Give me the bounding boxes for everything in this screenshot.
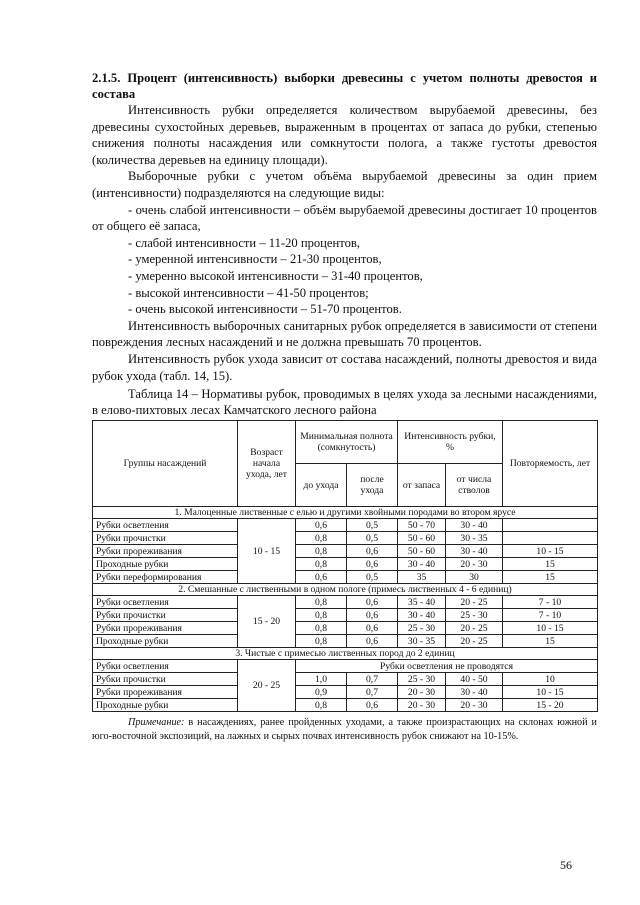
cell-stock: 50 - 60 [398, 532, 446, 545]
cell-stock: 30 - 40 [398, 558, 446, 571]
cell-after: 0,6 [347, 609, 398, 622]
cell-after: 0,5 [347, 532, 398, 545]
cell-stems: 20 - 25 [446, 596, 503, 609]
paragraph-sanitary-cuts: Интенсивность выборочных санитарных рубок определяется в зависимости от степени повреждения лесных насаждений и не должна превышать 70 процентов. [92, 318, 597, 350]
cell-before: 0,8 [296, 532, 347, 545]
row-name: Рубки прочистки [93, 673, 238, 686]
cell-before: 0,6 [296, 571, 347, 584]
cell-stems: 30 - 35 [446, 532, 503, 545]
cell-stock: 20 - 30 [398, 699, 446, 712]
cell-stock: 35 [398, 571, 446, 584]
row-name: Проходные рубки [93, 635, 238, 648]
cell-after: 0,6 [347, 635, 398, 648]
header-before: до ухода [296, 464, 347, 507]
row-name: Рубки осветления [93, 596, 238, 609]
cell-after: 0,7 [347, 673, 398, 686]
list-item: - очень слабой интенсивности – объём вырубаемой древесины достигает 10 процентов от общего её запаса, [92, 202, 597, 234]
list-item: - умеренной интенсивности – 21-30 процентов, [128, 252, 382, 267]
cell-before: 0,8 [296, 558, 347, 571]
cell-stems: 40 - 50 [446, 673, 503, 686]
row-name: Рубки осветления [93, 660, 238, 673]
cell-after: 0,6 [347, 545, 398, 558]
cell-repeat: 7 - 10 [503, 609, 598, 622]
group-title: 1. Малоценные лиственные с елью и другими хвойными породами во втором ярусе [93, 507, 598, 519]
cell-repeat: 10 - 15 [503, 622, 598, 635]
cell-stock: 30 - 40 [398, 609, 446, 622]
cell-stems: 20 - 30 [446, 558, 503, 571]
group-title: 2. Смешанные с лиственными в одном пологе (примесь лиственных 4 - 6 единиц) [93, 584, 598, 596]
note-label: Примечание: [128, 717, 185, 729]
cell-stems: 30 [446, 571, 503, 584]
header-intensity: Интенсивность рубки, % [398, 421, 503, 464]
paragraph-care-cuts: Интенсивность рубок ухода зависит от состава насаждений, полноты древостоя и вида рубок ухода (табл. 14, 15). [92, 351, 597, 383]
paragraph-selective-types: Выборочные рубки с учетом объёма вырубаемой древесины за один прием (интенсивности) подразделяются на следующие виды: [92, 169, 597, 200]
page-number: 56 [560, 858, 572, 872]
cell-stems: 25 - 30 [446, 609, 503, 622]
cell-stems: 30 - 40 [446, 519, 503, 532]
row-name: Рубки переформирования [93, 571, 238, 584]
row-name: Рубки прочистки [93, 609, 238, 622]
cell-before: 0,8 [296, 545, 347, 558]
note-text: в насаждениях, ранее пройденных уходами, а также произрастающих на склонах южной и юго-восточной экспозиций, на лажных и сырых почвах интенсивность рубок снижают на 10-15%. [92, 717, 597, 743]
cell-before: 0,8 [296, 622, 347, 635]
table-note [92, 716, 597, 744]
header-min-density: Минимальная полнота (сомкнутость) [296, 421, 398, 464]
table-caption: Таблица 14 – Нормативы рубок, проводимых в целях ухода за лесными насаждениями, в елово-пихтовых лесах Камчатского лесного района [92, 387, 597, 418]
cell-repeat: 15 [503, 635, 598, 648]
header-groups: Группы насаждений [93, 421, 238, 507]
row-name: Рубки прореживания [93, 622, 238, 635]
row-name: Проходные рубки [93, 699, 238, 712]
cell-stems: 20 - 25 [446, 622, 503, 635]
cell-after: 0,5 [347, 519, 398, 532]
list-item: - умеренно высокой интенсивности – 31-40 процентов, [128, 268, 423, 283]
header-after: после ухода [347, 464, 398, 507]
header-age: Возраст начала ухода, лет [238, 421, 296, 507]
row-name: Рубки осветления [93, 519, 238, 532]
row-name: Рубки прочистки [93, 532, 238, 545]
cell-repeat [503, 532, 598, 545]
row-name: Рубки прореживания [93, 686, 238, 699]
cell-before: 0,8 [296, 635, 347, 648]
cell-stock: 35 - 40 [398, 596, 446, 609]
header-repeat: Повторяемость, лет [503, 421, 598, 507]
cell-repeat: 15 [503, 558, 598, 571]
cell-after: 0,7 [347, 686, 398, 699]
age-cell: 20 - 25 [238, 660, 296, 712]
paragraph-intensity-definition: Интенсивность рубки определяется количеством вырубаемой древесины, без древесины сухостойных деревьев, выраженным в процентах от запаса до рубки, степенью снижения полноты насаждения или сомкнутости полога, а также густоты древостоя (количества деревьев на единицу площади). [92, 103, 597, 167]
cell-before: 0,8 [296, 699, 347, 712]
cell-before: 1,0 [296, 673, 347, 686]
cell-stock: 30 - 35 [398, 635, 446, 648]
list-item: - слабой интенсивности – 11-20 процентов, [128, 235, 360, 250]
row-name: Проходные рубки [93, 558, 238, 571]
list-item: - очень высокой интенсивности – 51-70 процентов. [128, 302, 402, 317]
page-content [92, 70, 597, 754]
cell-repeat: 15 [503, 571, 598, 584]
cell-stock: 50 - 70 [398, 519, 446, 532]
cell-after: 0,6 [347, 558, 398, 571]
list-item: - высокой интенсивности – 41-50 процентов; [128, 285, 369, 300]
cell-repeat: 10 - 15 [503, 545, 598, 558]
intensity-list [92, 202, 597, 318]
group-title: 3. Чистые с примесью лиственных пород до 2 единиц [93, 648, 598, 660]
merged-cell: Рубки осветления не проводятся [296, 660, 598, 673]
header-from-stock: от запаса [398, 464, 446, 507]
cell-repeat [503, 519, 598, 532]
cell-after: 0,6 [347, 622, 398, 635]
cell-stems: 20 - 30 [446, 699, 503, 712]
cell-after: 0,5 [347, 571, 398, 584]
cell-repeat: 15 - 20 [503, 699, 598, 712]
cell-stock: 25 - 30 [398, 622, 446, 635]
norms-table [92, 420, 598, 712]
cell-before: 0,9 [296, 686, 347, 699]
cell-before: 0,8 [296, 609, 347, 622]
cell-before: 0,6 [296, 519, 347, 532]
header-from-stems: от числа стволов [446, 464, 503, 507]
cell-after: 0,6 [347, 699, 398, 712]
cell-after: 0,6 [347, 596, 398, 609]
cell-repeat: 10 - 15 [503, 686, 598, 699]
age-cell: 10 - 15 [238, 519, 296, 584]
cell-stock: 20 - 30 [398, 686, 446, 699]
cell-before: 0,8 [296, 596, 347, 609]
section-heading: 2.1.5. Процент (интенсивность) выборки древесины с учетом полноты древостоя и состава [92, 71, 597, 101]
age-cell: 15 - 20 [238, 596, 296, 648]
cell-stock: 25 - 30 [398, 673, 446, 686]
cell-stems: 30 - 40 [446, 545, 503, 558]
cell-repeat: 7 - 10 [503, 596, 598, 609]
cell-repeat: 10 [503, 673, 598, 686]
row-name: Рубки прореживания [93, 545, 238, 558]
cell-stock: 50 - 60 [398, 545, 446, 558]
cell-stems: 30 - 40 [446, 686, 503, 699]
cell-stems: 20 - 25 [446, 635, 503, 648]
